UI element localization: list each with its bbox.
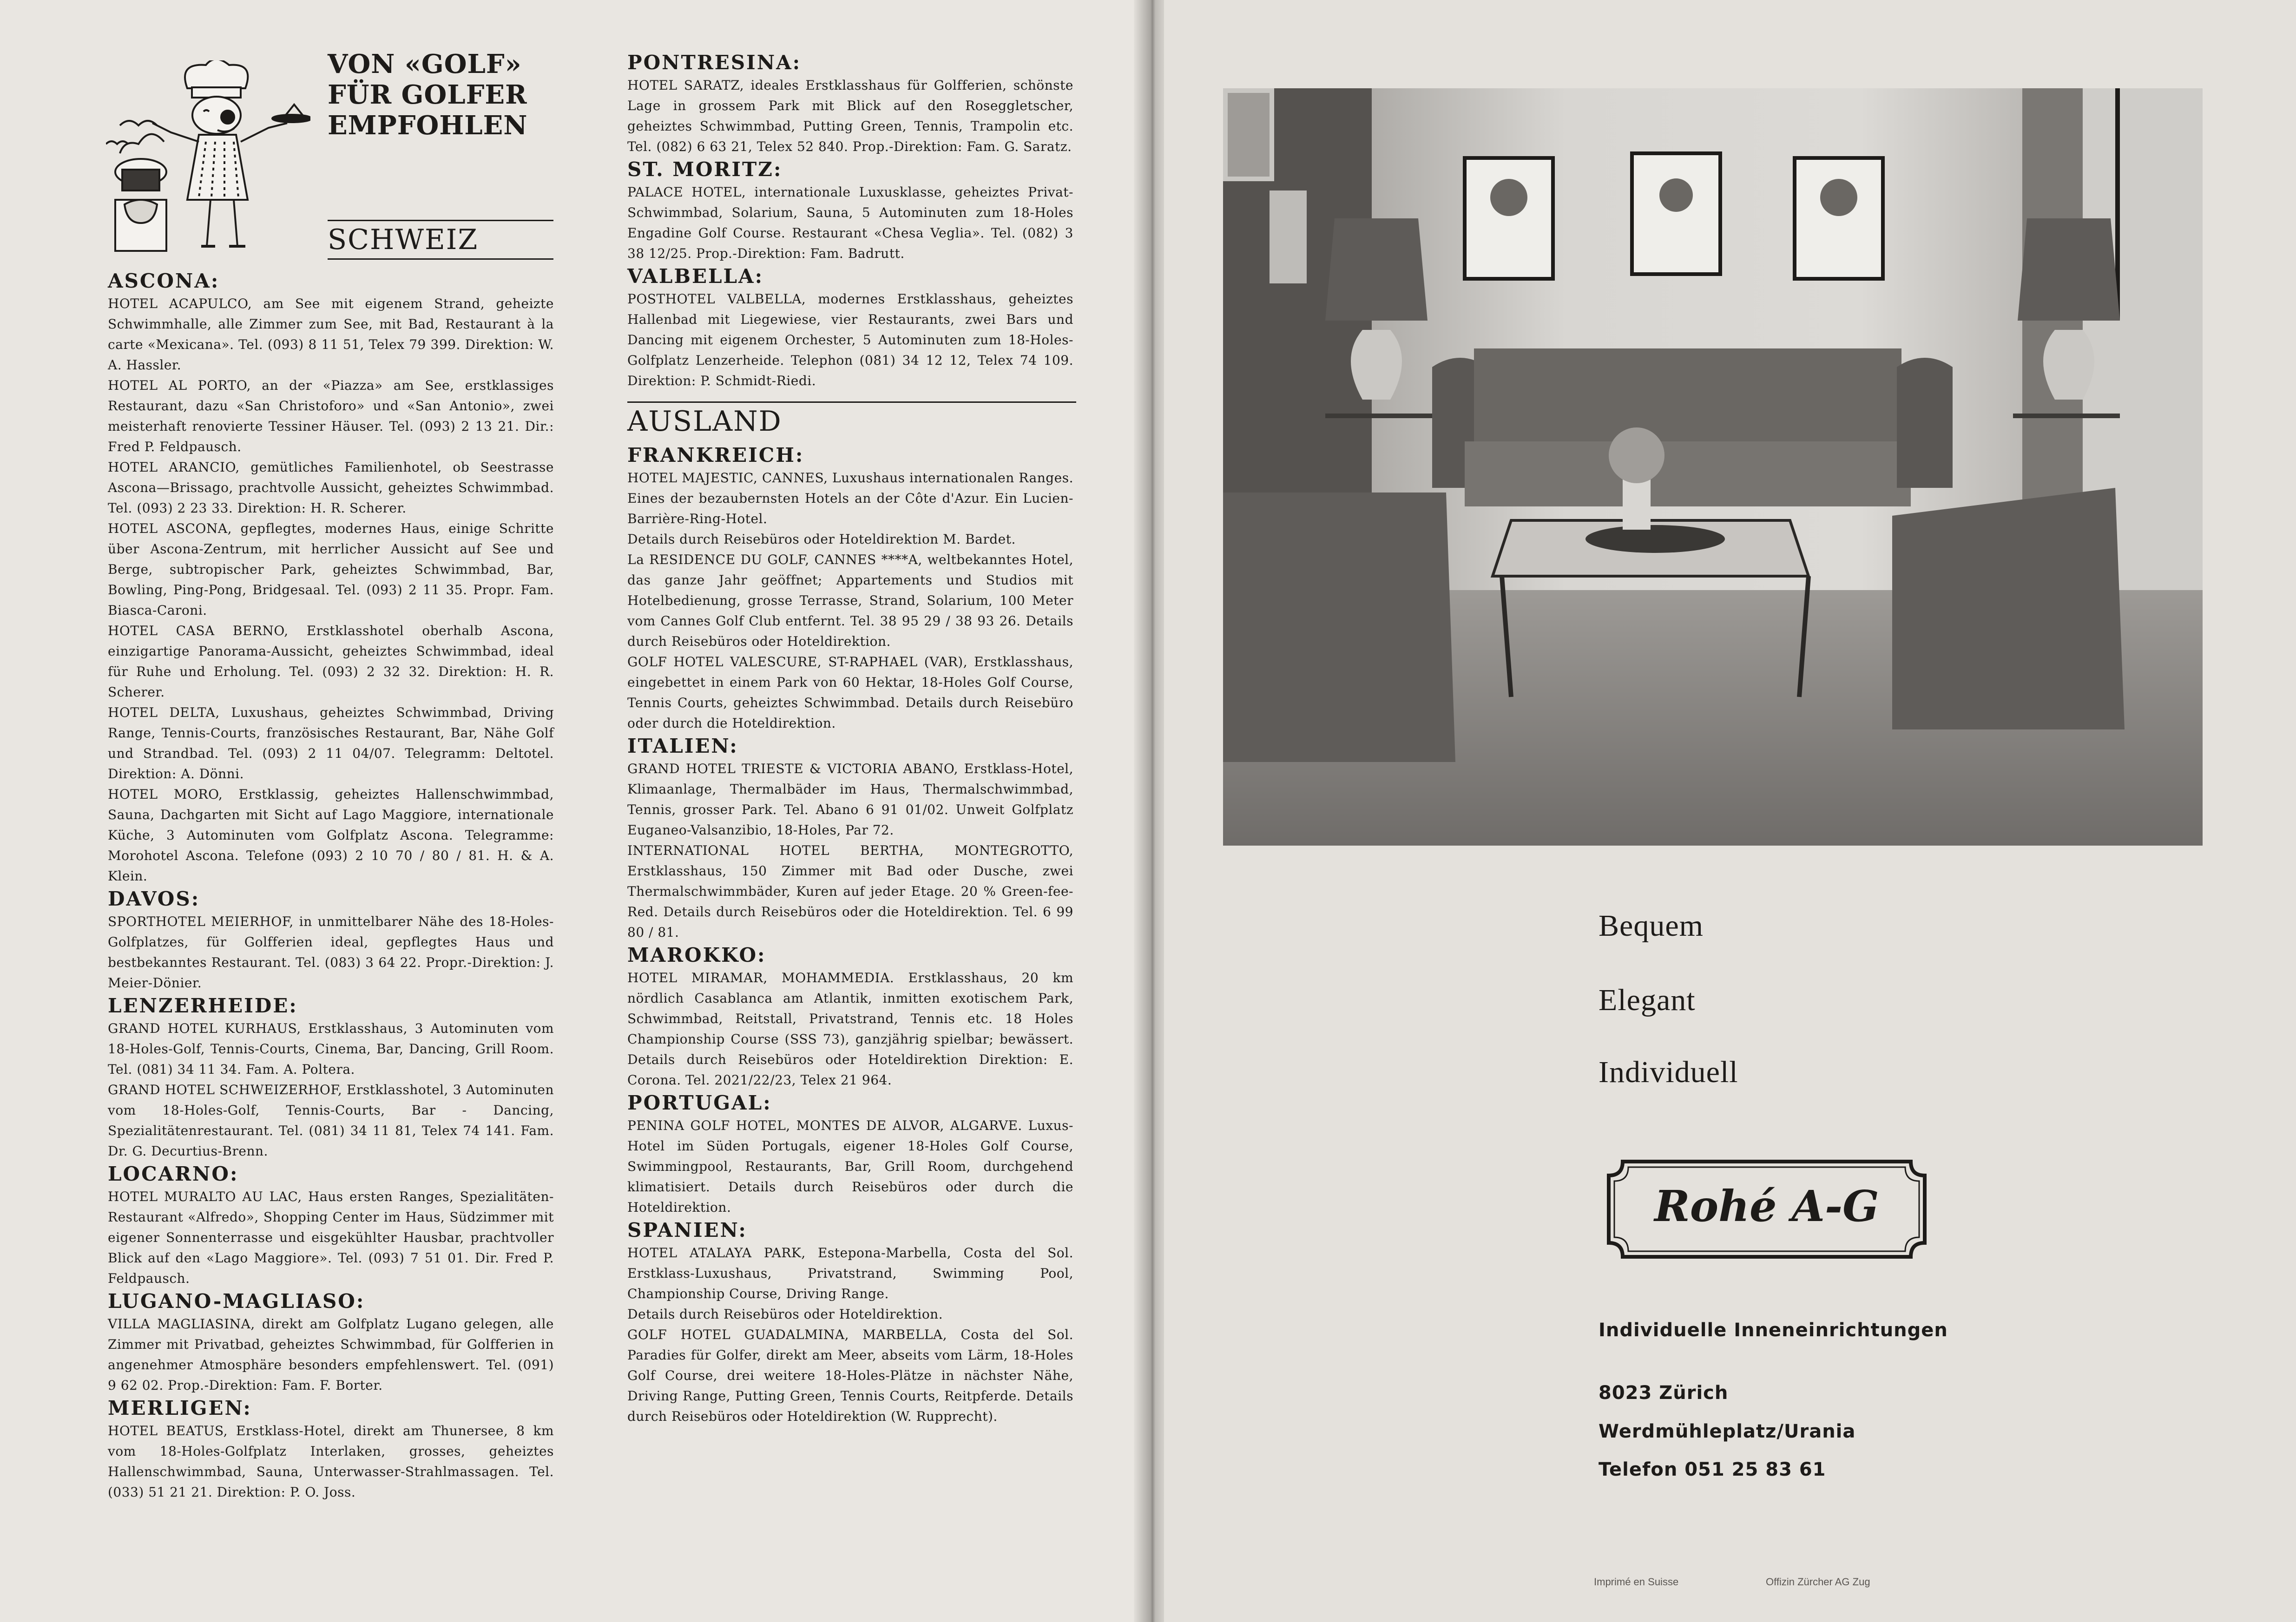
region-heading: PORTUGAL: (627, 1091, 772, 1114)
region-heading: SPANIEN: (627, 1219, 747, 1241)
region-block (108, 1289, 554, 1396)
slogan-individuell: Individuell (1599, 1055, 1738, 1089)
hotel-entry: La RESIDENCE DU GOLF, CANNES ****A, weltbekanntes Hotel, das ganze Jahr geöffnet; Appartements und Studios mit Hotelbedienung, grosse Terrasse, Strand, Solarium, 100 Meter vom Cannes Golf Club entfernt. Tel. 38 95 29 / 38 93 26. Details durch Reisebüros oder Hoteldirektion. (627, 552, 1073, 649)
section-schweiz (328, 220, 553, 260)
hotel-entry: HOTEL CASA BERNO, Erstklasshotel oberhalb Ascona, einzigartige Panorama-Aussicht, geheiztes Schwimmbad, ideal für Ruhe und Erholung. Tel. (093) 2 32 32. Direktion: H. R. Scherer. (108, 623, 554, 700)
region-heading: ITALIEN: (627, 735, 738, 757)
hotel-entry: HOTEL MIRAMAR, MOHAMMEDIA. Erstklasshaus, 20 km nördlich Casablanca am Atlantik, inmitten exotischem Park, Schwimmbad, Reitstall, Privatstrand, Tennis etc. 18 Holes Championship Course (SSS 73), ganzjährig spielbar; bewässert. Details durch Reisebüros oder Hoteldirektion Direktion: E. Corona. Tel. 2021/22/23, Telex 21 964. (627, 970, 1073, 1088)
hotel-entry: Details durch Reisebüros oder Hoteldirektion. (627, 1307, 943, 1322)
region-heading: LUGANO-MAGLIASO: (108, 1290, 365, 1313)
hotel-entry: GOLF HOTEL GUADALMINA, MARBELLA, Costa del Sol. Paradies für Golfer, direkt am Meer, abseits vom Lärm, 18-Holes Golf Course, drei weitere 18-Holes-Plätze in nächster Nähe, Driving Range, Putting Green, Tennis Courts, Reitpferde. Details durch Reisebüros oder Hoteldirektion (W. Rupprecht). (627, 1327, 1073, 1424)
hotel-entry: HOTEL MAJESTIC, CANNES, Luxushaus internationalen Ranges. Eines der bezaubernsten Hotels an der Côte d'Azur. Ein Lucien-Barrière-Ring-Hotel. (627, 470, 1073, 526)
region-heading: DAVOS: (108, 887, 200, 910)
section-heading: AUSLAND (627, 401, 1076, 440)
column-left (108, 269, 554, 1503)
hotel-entry: HOTEL AL PORTO, an der «Piazza» am See, erstklassiges Restaurant, dazu «San Christoforo» und «San Antonio», zwei meisterhaft renovierte Tessiner Häuser. Tel. (093) 2 13 21. Dir.: Fred P. Feldpausch. (108, 378, 554, 454)
hotel-entry: HOTEL ARANCIO, gemütliches Familienhotel, ob Seestrasse Ascona—Brissago, prachtvolle Aussicht, geheiztes Schwimmbad. Tel. (093) 2 23 33. Direktion: H. R. Scherer. (108, 460, 554, 516)
hotel-entry: HOTEL MURALTO AU LAC, Haus ersten Ranges, Spezialitäten-Restaurant «Alfredo», Shopping Center im Haus, Südzimmer mit eigener Sonnenterrasse und eisgekühlter Hausbar, prachtvoller Blick auf den «Lago Maggiore». Tel. (093) 7 51 01. Dir. Fred P. Feldpausch. (108, 1189, 554, 1286)
region-block (627, 157, 1073, 264)
section-heading: SCHWEIZ (328, 220, 553, 260)
hotel-entry: GOLF HOTEL VALESCURE, ST-RAPHAEL (VAR), Erstklasshaus, eingebettet in einem Park von 60 Hektar, 18-Holes Golf Course, Tennis Courts, geheiztes Schwimmbad. Details durch Reisebüro oder durch die Hoteldirektion. (627, 654, 1073, 731)
slogan-elegant: Elegant (1599, 983, 1696, 1017)
region-heading: ASCONA: (108, 269, 220, 292)
rohe-ag-logo (1604, 1157, 1929, 1261)
region-block (627, 1218, 1073, 1427)
region-block (108, 887, 554, 993)
header-title (328, 49, 546, 141)
region-heading: MERLIGEN: (108, 1397, 252, 1419)
hotel-entry: POSTHOTEL VALBELLA, modernes Erstklasshaus, geheiztes Hallenbad mit Liegewiese, vier Restaurants, zwei Bars und Dancing mit eigenem Orchester, 5 Autominuten zum 18-Holes-Golfplatz Lenzerheide. Telephon (081) 34 12 12, Telex 74 109. Direktion: P. Schmidt-Riedi. (627, 291, 1073, 388)
hotel-entry: GRAND HOTEL SCHWEIZERHOF, Erstklasshotel, 3 Autominuten vom 18-Holes-Golf, Tennis-Courts, Bar - Dancing, Spezialitätenrestaurant. Tel. (081) 34 11 81, Telex 74 141. Fam. Dr. G. Decurtius-Brenn. (108, 1082, 554, 1159)
region-block (108, 269, 554, 887)
region-heading: FRANKREICH: (627, 444, 804, 466)
region-heading: ST. MORITZ: (627, 158, 783, 181)
hotel-entry: SPORTHOTEL MEIERHOF, in unmittelbarer Nähe des 18-Holes-Golfplatzes, für Golfferien ideal, gepflegtes Haus und bestbekanntes Restaurant. Tel. (083) 3 64 22. Propr.-Direktion: J. Meier-Dönier. (108, 914, 554, 991)
region-heading: MAROKKO: (627, 944, 766, 966)
hotel-entry: HOTEL BEATUS, Erstklass-Hotel, direkt am Thunersee, 8 km vom 18-Holes-Golfplatz Interlaken, grosses, geheiztes Hallenschwimmbad, Sauna, Unterwasser-Strahlmassagen. Tel. (033) 51 21 21. Direktion: P. O. Joss. (108, 1423, 554, 1500)
living-room-photo (1223, 88, 2203, 846)
slogan-bequem: Bequem (1599, 909, 1704, 943)
hotel-entry: GRAND HOTEL TRIESTE & VICTORIA ABANO, Erstklass-Hotel, Klimaanlage, Thermalbäder im Haus, Thermalschwimmbad, Tennis, grosser Park. Tel. Abano 6 91 01/02. Unweit Golfplatz Euganeo-Valsanzibio, 18-Holes, Par 72. (627, 761, 1073, 838)
address-street: Werdmühleplatz/Urania (1599, 1421, 1856, 1442)
column-right (627, 50, 1073, 1427)
address-phone: Telefon 051 25 83 61 (1599, 1459, 1826, 1480)
logo-text: Rohé A-G (1654, 1181, 1879, 1231)
hotel-entry: HOTEL ATALAYA PARK, Estepona-Marbella, Costa del Sol. Erstklass-Luxushaus, Privatstrand, Swimming Pool, Championship Course, Driving Range. (627, 1245, 1073, 1301)
region-heading: LENZERHEIDE: (108, 994, 298, 1017)
chef-illustration (106, 60, 310, 256)
header-title-line: VON «GOLF» (328, 49, 522, 79)
address-city: 8023 Zürich (1599, 1382, 1729, 1404)
region-heading: PONTRESINA: (627, 51, 802, 74)
region-block (627, 1090, 1073, 1218)
hotel-entry: VILLA MAGLIASINA, direkt am Golfplatz Lugano gelegen, alle Zimmer mit Privatbad, geheiztes Schwimmbad, für Golfferien in angenehmer Atmosphäre besonders empfehlenswert. Tel. (091) 9 62 02. Prop.-Direktion: Fam. F. Borter. (108, 1316, 554, 1393)
hotel-entry: HOTEL ACAPULCO, am See mit eigenem Strand, geheizte Schwimmhalle, alle Zimmer zum See, mit Bad, Restaurant à la carte «Mexicana». Tel. (093) 8 11 51, Telex 79 399. Direktion: W. A. Hassler. (108, 296, 554, 373)
region-block (108, 1396, 554, 1503)
region-heading: VALBELLA: (627, 265, 764, 288)
hotel-entry: PENINA GOLF HOTEL, MONTES DE ALVOR, ALGARVE. Luxus-Hotel im Süden Portugals, eigener 18-Holes Golf Course, Swimmingpool, Restaurants, Bar, Grill Room, durchgehend klimatisiert. Details durch Reisebüros oder durch die Hoteldirektion. (627, 1118, 1073, 1215)
hotel-entry: HOTEL ASCONA, gepflegtes, modernes Haus, einige Schritte über Ascona-Zentrum, mit herrlicher Aussicht auf See und Berge, subtropischer Park, geheiztes Schwimmbad, Bar, Bowling, Ping-Pong, Bridgesaal. Tel. (093) 2 11 35. Propr. Fam. Biasca-Caroni. (108, 521, 554, 618)
imprint-country: Imprimé en Suisse (1594, 1576, 1679, 1588)
tagline: Individuelle Inneneinrichtungen (1599, 1320, 1948, 1341)
region-block (108, 993, 554, 1162)
hotel-entry: INTERNATIONAL HOTEL BERTHA, MONTEGROTTO, Erstklasshaus, 150 Zimmer mit Bad oder Dusche, zwei Thermalschwimmbäder, Kuren auf jeder Etage. 20 % Green-fee-Red. Details durch Reisebüros oder die Hoteldirektion. Tel. 6 99 80 / 81. (627, 843, 1073, 940)
hotel-entry: HOTEL DELTA, Luxushaus, geheiztes Schwimmbad, Driving Range, Tennis-Courts, französisches Restaurant, Bar, Nähe Golf und Strandbad. Tel. (093) 2 11 04/07. Telegramm: Deltotel. Direktion: A. Dönni. (108, 705, 554, 781)
hotel-entry: PALACE HOTEL, internationale Luxusklasse, geheiztes Privat-Schwimmbad, Solarium, Sauna, 5 Autominuten zum 18-Holes Engadine Golf Course. Restaurant «Chesa Veglia». Tel. (082) 3 38 12/25. Prop.-Direktion: Fam. Badrutt. (627, 184, 1073, 261)
hotel-entry: GRAND HOTEL KURHAUS, Erstklasshaus, 3 Autominuten vom 18-Holes-Golf, Tennis-Courts, Cinema, Bar, Dancing, Grill Room. Tel. (081) 34 11 34. Fam. A. Poltera. (108, 1021, 554, 1077)
region-block (627, 264, 1073, 391)
region-block (627, 943, 1073, 1090)
header-title-line: FÜR GOLFER (328, 79, 527, 110)
region-block (627, 443, 1073, 734)
hotel-entry: Details durch Reisebüros oder Hoteldirektion M. Bardet. (627, 532, 1016, 547)
imprint-printer: Offizin Zürcher AG Zug (1766, 1576, 1870, 1588)
region-block (627, 734, 1073, 943)
region-heading: LOCARNO: (108, 1162, 239, 1185)
hotel-entry: HOTEL MORO, Erstklassig, geheiztes Hallenschwimmbad, Sauna, Dachgarten mit Sicht auf Lago Maggiore, internationale Küche, 3 Autominuten vom Golfplatz Ascona. Telegramme: Morohotel Ascona. Telefone (093) 2 10 70 / 80 / 81. H. & A. Klein. (108, 787, 554, 884)
hotel-entry: HOTEL SARATZ, ideales Erstklasshaus für Golfferien, schönste Lage in grossem Park mit Blick auf den Roseggletscher, geheiztes Schwimmbad, Putting Green, Tennis, Trampolin etc. Tel. (082) 6 63 21, Telex 52 840. Prop.-Direktion: Fam. G. Saratz. (627, 78, 1073, 154)
region-block (108, 1162, 554, 1289)
region-block (627, 50, 1073, 157)
header-title-line: EMPFOHLEN (328, 110, 528, 141)
section-ausland (627, 401, 1073, 440)
